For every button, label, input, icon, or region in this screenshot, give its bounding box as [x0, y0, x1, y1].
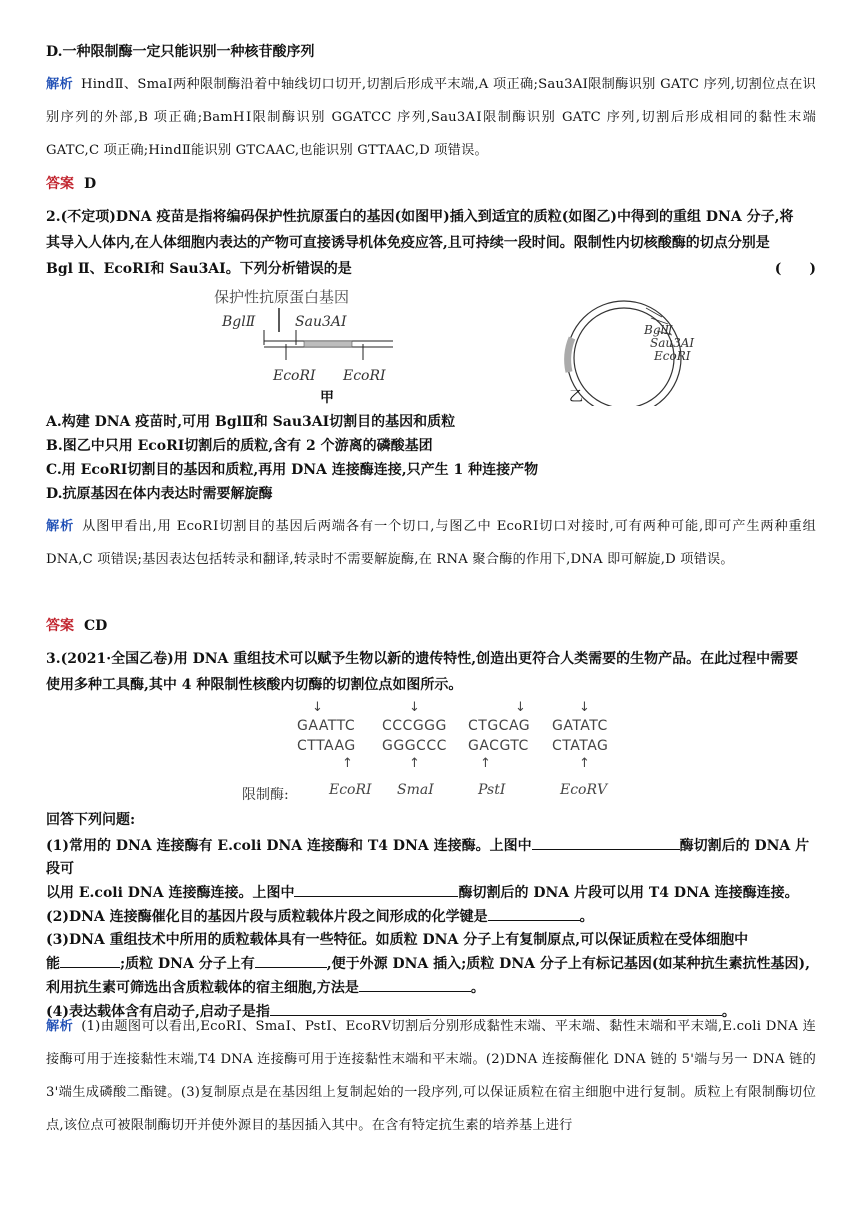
enzyme-name: PstⅠ	[478, 782, 506, 798]
q3-prompt: 回答下列问题:	[46, 812, 136, 828]
q3-stem	[46, 646, 816, 698]
yi-label-bgl: BglⅡ	[644, 323, 673, 337]
q3-sub3-text-b: 能	[46, 956, 60, 972]
figure-yi-caption: 乙	[569, 389, 583, 405]
q3-stem-line2: 使用多种工具酶,其中 4 种限制性核酸内切酶的切割位点如图所示。	[46, 677, 463, 693]
seq-top: CTGCAG	[468, 718, 531, 734]
q3-sub3-text-e: 利用抗生素可筛选出含质粒载体的宿主细胞,方法是	[46, 980, 359, 996]
q2-stem-line2: 其导入人体内,在人体细胞内表达的产物可直接诱导机体免疫应答,且可持续一段时间。限制性内切核酸酶的切点分别是	[46, 235, 770, 251]
q3-sub3-line1: (3)DNA 重组技术中所用的质粒载体具有一些特征。如质粒 DNA 分子上有复制原点,可以保证质粒在受体细胞中	[46, 932, 749, 948]
enzyme-name: SmaⅠ	[397, 782, 434, 798]
q3-sub1-text-d: 酶切割后的 DNA 片段可以用 T4 DNA 连接酶连接。	[458, 885, 799, 901]
seq-top: GAATTC	[297, 718, 356, 734]
cut-arrow-up-icon: ↑	[409, 756, 420, 771]
yi-label-eco: EcoRⅠ	[654, 349, 691, 363]
q3-sub1-text-c: 以用 E.coli DNA 连接酶连接。上图中	[46, 885, 295, 901]
q1-option-d: D.一种限制酶一定只能识别一种核苷酸序列	[46, 44, 315, 60]
q1-answer	[46, 174, 96, 194]
q3-stem-line1: 3.(2021·全国乙卷)用 DNA 重组技术可以赋予生物以新的遗传特性,创造出更符合人类需要的生物产品。在此过程中需要	[46, 651, 799, 667]
q3-sub4-text-b: 。	[721, 1004, 736, 1020]
q3-sub2-text-a: (2)DNA 连接酶催化目的基因片段与质粒载体片段之间形成的化学键是	[46, 909, 488, 925]
q2-answer-value: CD	[84, 618, 108, 634]
q2-answer	[46, 616, 107, 636]
explanation-label: 解析	[46, 77, 73, 92]
q3-sub3-text-f: 。	[470, 980, 485, 996]
answer-blank-2[interactable]	[294, 881, 458, 897]
q3-explanation-text: (1)由题图可以看出,EcoRⅠ、SmaⅠ、PstⅠ、EcoRⅤ切割后分别形成黏性末端、平末端、黏性末端和平末端,E.coli DNA 连接酶可用于连接黏性末端,T4 DNA 连接酶可用于连接黏性末端和平末端。(2)DNA 连接酶催化 DNA 链的 5'端与另一 DNA 链的 3'端生成磷酸二酯键。(3)复制原点是在基因组上复制起始的一段序列,可以保证质粒在宿主细胞中进行复制。质粒上有限制酶切位点,该位点可被限制酶切开并使外源目的基因插入其中。在含有特定抗生素的培养基上进行	[46, 1019, 816, 1133]
cut-arrow-up-icon: ↑	[342, 756, 353, 771]
enzyme-name: EcoRⅠ	[329, 782, 372, 798]
answer-label: 答案	[46, 176, 74, 192]
q3-sub1-text-a: (1)常用的 DNA 连接酶有 E.coli DNA 连接酶和 T4 DNA 连接酶。上图中	[46, 838, 532, 854]
plasmid-marker-region	[568, 338, 572, 372]
seq-bottom: GACGTC	[468, 738, 529, 754]
q2-option-d: D.抗原基因在体内表达时需要解旋酶	[46, 486, 273, 502]
q2-figures	[206, 284, 686, 406]
q3-sub4-text-a: (4)表达载体含有启动子,启动子是指	[46, 1004, 270, 1020]
q1-explanation	[46, 68, 816, 167]
answer-label: 答案	[46, 618, 74, 634]
answer-blank-5[interactable]	[255, 952, 327, 968]
figure-jia-caption: 甲	[320, 390, 334, 406]
q3-sub2-text-b: 。	[579, 909, 594, 925]
q3-sub3-text-d: ,便于外源 DNA 插入;质粒 DNA 分子上有标记基因(如某种抗生素抗性基因),	[326, 956, 810, 972]
seq-bottom: CTATAG	[552, 738, 609, 754]
q2-explanation	[46, 510, 816, 576]
cut-arrow-down-icon: ↓	[515, 700, 526, 715]
q2-option-a: A.构建 DNA 疫苗时,可用 BglⅡ和 Sau3AⅠ切割目的基因和质粒	[46, 414, 456, 430]
enzyme-name: EcoRⅤ	[560, 782, 608, 798]
site-bgl-label: BglⅡ	[222, 314, 256, 330]
q3-sub1-text-b: 酶切割后的 DNA 片段可	[46, 838, 810, 877]
yi-label-sau: Sau3AⅠ	[650, 336, 695, 350]
answer-blank-6[interactable]	[359, 976, 471, 992]
q2-stem	[46, 204, 816, 282]
cut-arrow-down-icon: ↓	[409, 700, 420, 715]
seq-top: GATATC	[552, 718, 608, 734]
site-eco2-label: EcoRⅠ	[343, 368, 386, 384]
answer-blank-4[interactable]	[60, 952, 120, 968]
q2-option-b: B.图乙中只用 EcoRⅠ切割后的质粒,含有 2 个游离的磷酸基团	[46, 438, 433, 454]
site-eco1-label: EcoRⅠ	[273, 368, 316, 384]
q3-explanation	[46, 1010, 816, 1142]
yi-labels	[644, 324, 694, 363]
cut-arrow-up-icon: ↑	[579, 756, 590, 771]
cut-arrow-down-icon: ↓	[579, 700, 590, 715]
q2-explanation-text: 从图甲看出,用 EcoRⅠ切割目的基因后两端各有一个切口,与图乙中 EcoRⅠ切口对接时,可有两种可能,即可产生两种重组 DNA,C 项错误;基因表达包括转录和翻译,转录时不需要解旋酶,在 RNA 聚合酶的作用下,DNA 即可解旋,D 项错误。	[46, 519, 816, 567]
enzyme-figure	[242, 700, 642, 804]
q2-option-c: C.用 EcoRⅠ切割目的基因和质粒,再用 DNA 连接酶连接,只产生 1 种连接产物	[46, 462, 539, 478]
gene-title: 保护性抗原蛋白基因	[214, 288, 350, 306]
q1-explanation-text: HindⅡ、SmaⅠ两种限制酶沿着中轴线切口切开,切割后形成平末端,A 项正确;Sau3AⅠ限制酶识别 GATC 序列,切割位点在识别序列的外部,B 项正确;BamHⅠ限制酶识别 GGATCC 序列,Sau3AⅠ限制酶识别 GATC 序列,切割后形成相同的黏性末端 GATC,C 项正确;HindⅡ能识别 GTCAAC,也能识别 GTTAAC,D 项错误。	[46, 77, 816, 158]
answer-paren: ( )	[774, 261, 816, 277]
q2-stem-line1: 2.(不定项)DNA 疫苗是指将编码保护性抗原蛋白的基因(如图甲)插入到适宜的质粒(如图乙)中得到的重组 DNA 分子,将	[46, 209, 794, 225]
seq-bottom: CTTAAG	[297, 738, 356, 754]
cut-arrow-down-icon: ↓	[312, 700, 323, 715]
q1-answer-value: D	[84, 176, 97, 192]
seq-top: CCCGGG	[382, 718, 447, 734]
seq-bottom: GGGCCC	[382, 738, 447, 754]
site-sau-label: Sau3AⅠ	[295, 314, 347, 330]
figure-jia	[214, 288, 393, 406]
gene-segment	[304, 341, 352, 347]
q2-stem-line3: Bgl Ⅱ、EcoRⅠ和 Sau3AⅠ。下列分析错误的是	[46, 261, 352, 277]
answer-blank-1[interactable]	[532, 834, 680, 850]
answer-blank-3[interactable]	[488, 905, 580, 921]
enzyme-row-label: 限制酶:	[242, 787, 289, 803]
explanation-label: 解析	[46, 519, 75, 534]
q3-sub3-text-c: ;质粒 DNA 分子上有	[120, 956, 255, 972]
explanation-label: 解析	[46, 1019, 74, 1034]
cut-arrow-up-icon: ↑	[480, 756, 491, 771]
q3-sub1	[46, 834, 816, 1024]
